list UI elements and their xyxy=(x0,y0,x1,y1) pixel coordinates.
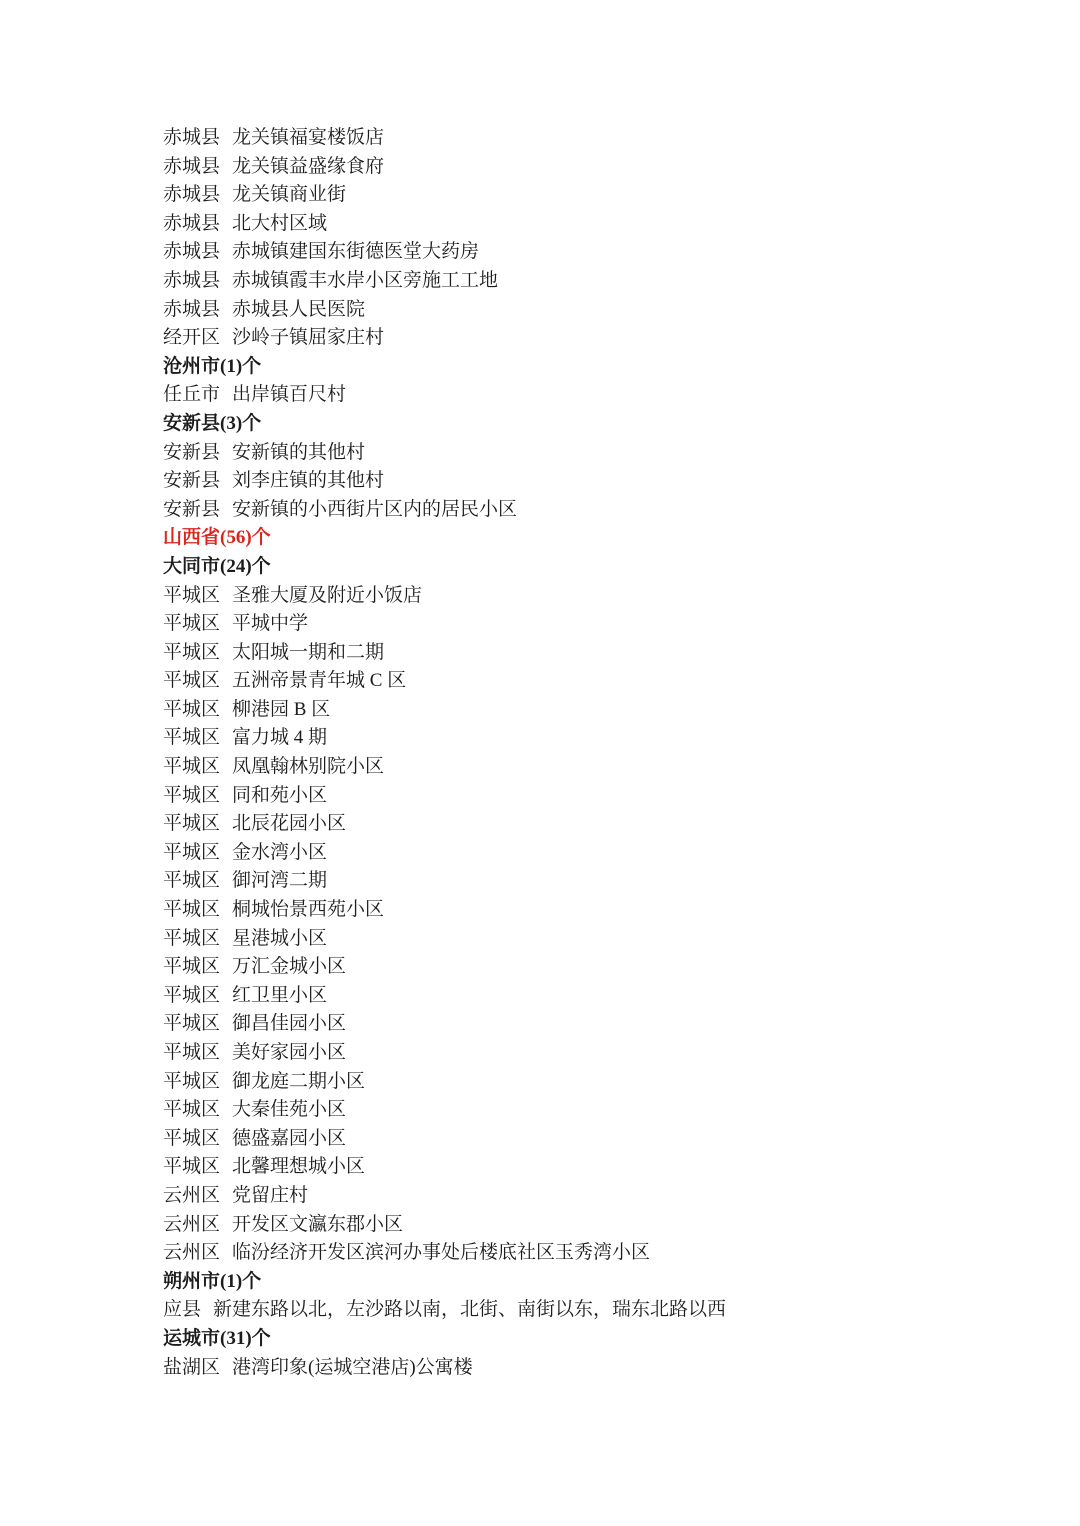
place-name: 港湾印象(运城空港店)公寓楼 xyxy=(232,1356,473,1378)
place-name: 红卫里小区 xyxy=(232,984,328,1006)
location-entry xyxy=(163,753,1040,782)
district-name: 赤城县 xyxy=(163,298,221,320)
location-entry xyxy=(163,210,1040,239)
district-name: 平城区 xyxy=(163,927,221,949)
location-entry xyxy=(163,1125,1040,1154)
location-entry xyxy=(163,724,1040,753)
place-name: 龙关镇益盛缘食府 xyxy=(232,155,385,177)
location-entry xyxy=(163,181,1040,210)
location-entry xyxy=(163,1096,1040,1125)
place-name: 美好家园小区 xyxy=(232,1042,347,1063)
district-name: 平城区 xyxy=(163,784,221,806)
place-name: 北馨理想城小区 xyxy=(232,1156,366,1178)
district-name: 经开区 xyxy=(163,327,221,349)
place-name: 德盛嘉园小区 xyxy=(232,1127,347,1149)
location-entry xyxy=(163,153,1040,182)
city-header: 沧州市(1)个 xyxy=(163,355,262,377)
location-entry xyxy=(163,381,1040,410)
location-entry xyxy=(163,1068,1040,1097)
district-name: 平城区 xyxy=(163,1013,221,1035)
district-name: 云州区 xyxy=(163,1184,221,1206)
location-entry xyxy=(163,867,1040,896)
district-name: 任丘市 xyxy=(163,384,221,406)
district-name: 平城区 xyxy=(163,756,221,778)
place-name: 龙关镇商业街 xyxy=(232,184,347,206)
district-name: 云州区 xyxy=(163,1213,221,1235)
city-header: 安新县(3)个 xyxy=(163,412,262,434)
place-name: 赤城县人民医院 xyxy=(232,298,366,320)
place-name: 赤城镇建国东街德医堂大药房 xyxy=(232,241,480,263)
location-entry xyxy=(163,124,1040,153)
place-name: 五洲帝景青年城 C 区 xyxy=(232,670,407,692)
district-name: 平城区 xyxy=(163,841,221,863)
district-name: 应县 xyxy=(163,1299,202,1321)
location-entry xyxy=(163,953,1040,982)
location-entry xyxy=(163,1211,1040,1240)
location-entry xyxy=(163,925,1040,954)
city-header: 朔州市(1)个 xyxy=(163,1270,262,1292)
location-entry xyxy=(163,610,1040,639)
place-name: 金水湾小区 xyxy=(232,841,328,863)
place-name: 北大村区域 xyxy=(232,212,328,234)
district-name: 平城区 xyxy=(163,613,221,635)
district-name: 云州区 xyxy=(163,1242,221,1264)
place-name: 同和苑小区 xyxy=(232,784,328,806)
province-header: 山西省(56)个 xyxy=(163,527,271,549)
location-entry xyxy=(163,667,1040,696)
district-name: 平城区 xyxy=(163,727,221,749)
district-name: 平城区 xyxy=(163,1156,221,1178)
location-entry xyxy=(163,1354,1040,1383)
place-name: 富力城 4 期 xyxy=(232,727,328,749)
place-name: 平城中学 xyxy=(232,613,309,635)
place-name: 北辰花园小区 xyxy=(232,813,347,835)
district-name: 平城区 xyxy=(163,956,221,978)
location-entry xyxy=(163,1239,1040,1268)
district-name: 安新县 xyxy=(163,470,221,492)
place-name: 御昌佳园小区 xyxy=(232,1013,347,1035)
district-name: 赤城县 xyxy=(163,155,221,177)
district-name: 赤城县 xyxy=(163,269,221,291)
district-name: 盐湖区 xyxy=(163,1356,221,1378)
place-name: 大秦佳苑小区 xyxy=(232,1099,347,1121)
district-name: 平城区 xyxy=(163,1042,221,1063)
district-name: 平城区 xyxy=(163,813,221,835)
district-name: 赤城县 xyxy=(163,184,221,206)
place-name: 沙岭子镇屈家庄村 xyxy=(232,327,385,349)
location-entry xyxy=(163,1010,1040,1039)
district-name: 平城区 xyxy=(163,870,221,892)
location-entry xyxy=(163,782,1040,811)
location-entry xyxy=(163,1182,1040,1211)
district-name: 平城区 xyxy=(163,584,221,606)
place-name: 赤城镇霞丰水岸小区旁施工工地 xyxy=(232,269,499,291)
district-name: 平城区 xyxy=(163,984,221,1006)
location-entry xyxy=(163,467,1040,496)
district-name: 安新县 xyxy=(163,441,221,463)
place-name: 柳港园 B 区 xyxy=(232,698,331,720)
location-entry xyxy=(163,582,1040,611)
location-entry xyxy=(163,896,1040,925)
place-name: 圣雅大厦及附近小饭店 xyxy=(232,584,423,606)
location-entry xyxy=(163,296,1040,325)
place-name: 安新镇的小西街片区内的居民小区 xyxy=(232,498,518,520)
place-name: 星港城小区 xyxy=(232,927,328,949)
district-name: 赤城县 xyxy=(163,127,221,148)
location-entry xyxy=(163,839,1040,868)
location-entry xyxy=(163,439,1040,468)
place-name: 御龙庭二期小区 xyxy=(232,1070,366,1092)
district-name: 平城区 xyxy=(163,698,221,720)
place-name: 党留庄村 xyxy=(232,1184,309,1206)
district-name: 安新县 xyxy=(163,498,221,520)
place-name: 临汾经济开发区滨河办事处后楼底社区玉秀湾小区 xyxy=(232,1242,651,1264)
location-entry xyxy=(163,810,1040,839)
district-name: 平城区 xyxy=(163,641,221,663)
district-name: 平城区 xyxy=(163,899,221,921)
district-name: 赤城县 xyxy=(163,212,221,234)
place-name: 安新镇的其他村 xyxy=(232,441,366,463)
place-name: 龙关镇福宴楼饭店 xyxy=(232,127,385,148)
district-name: 平城区 xyxy=(163,1070,221,1092)
location-entry xyxy=(163,1153,1040,1182)
location-entry xyxy=(163,496,1040,525)
document-lines xyxy=(163,124,1040,1382)
location-entry xyxy=(163,982,1040,1011)
location-entry xyxy=(163,1296,1040,1325)
location-entry xyxy=(163,696,1040,725)
district-name: 赤城县 xyxy=(163,241,221,263)
place-name: 御河湾二期 xyxy=(232,870,328,892)
place-name: 出岸镇百尺村 xyxy=(232,384,347,406)
location-entry xyxy=(163,1039,1040,1068)
location-entry xyxy=(163,267,1040,296)
place-name: 凤凰翰林别院小区 xyxy=(232,756,385,778)
location-entry xyxy=(163,238,1040,267)
place-name: 万汇金城小区 xyxy=(232,956,347,978)
district-name: 平城区 xyxy=(163,670,221,692)
place-name: 桐城怡景西苑小区 xyxy=(232,899,385,921)
city-header: 运城市(31)个 xyxy=(163,1327,271,1349)
city-header: 大同市(24)个 xyxy=(163,555,271,577)
place-name: 开发区文瀛东郡小区 xyxy=(232,1213,404,1235)
place-name: 新建东路以北，左沙路以南，北街、南街以东，瑞东北路以西 xyxy=(213,1299,727,1321)
place-name: 刘李庄镇的其他村 xyxy=(232,470,385,492)
district-name: 平城区 xyxy=(163,1099,221,1121)
place-name: 太阳城一期和二期 xyxy=(232,641,385,663)
location-entry xyxy=(163,639,1040,668)
district-name: 平城区 xyxy=(163,1127,221,1149)
location-entry xyxy=(163,324,1040,353)
